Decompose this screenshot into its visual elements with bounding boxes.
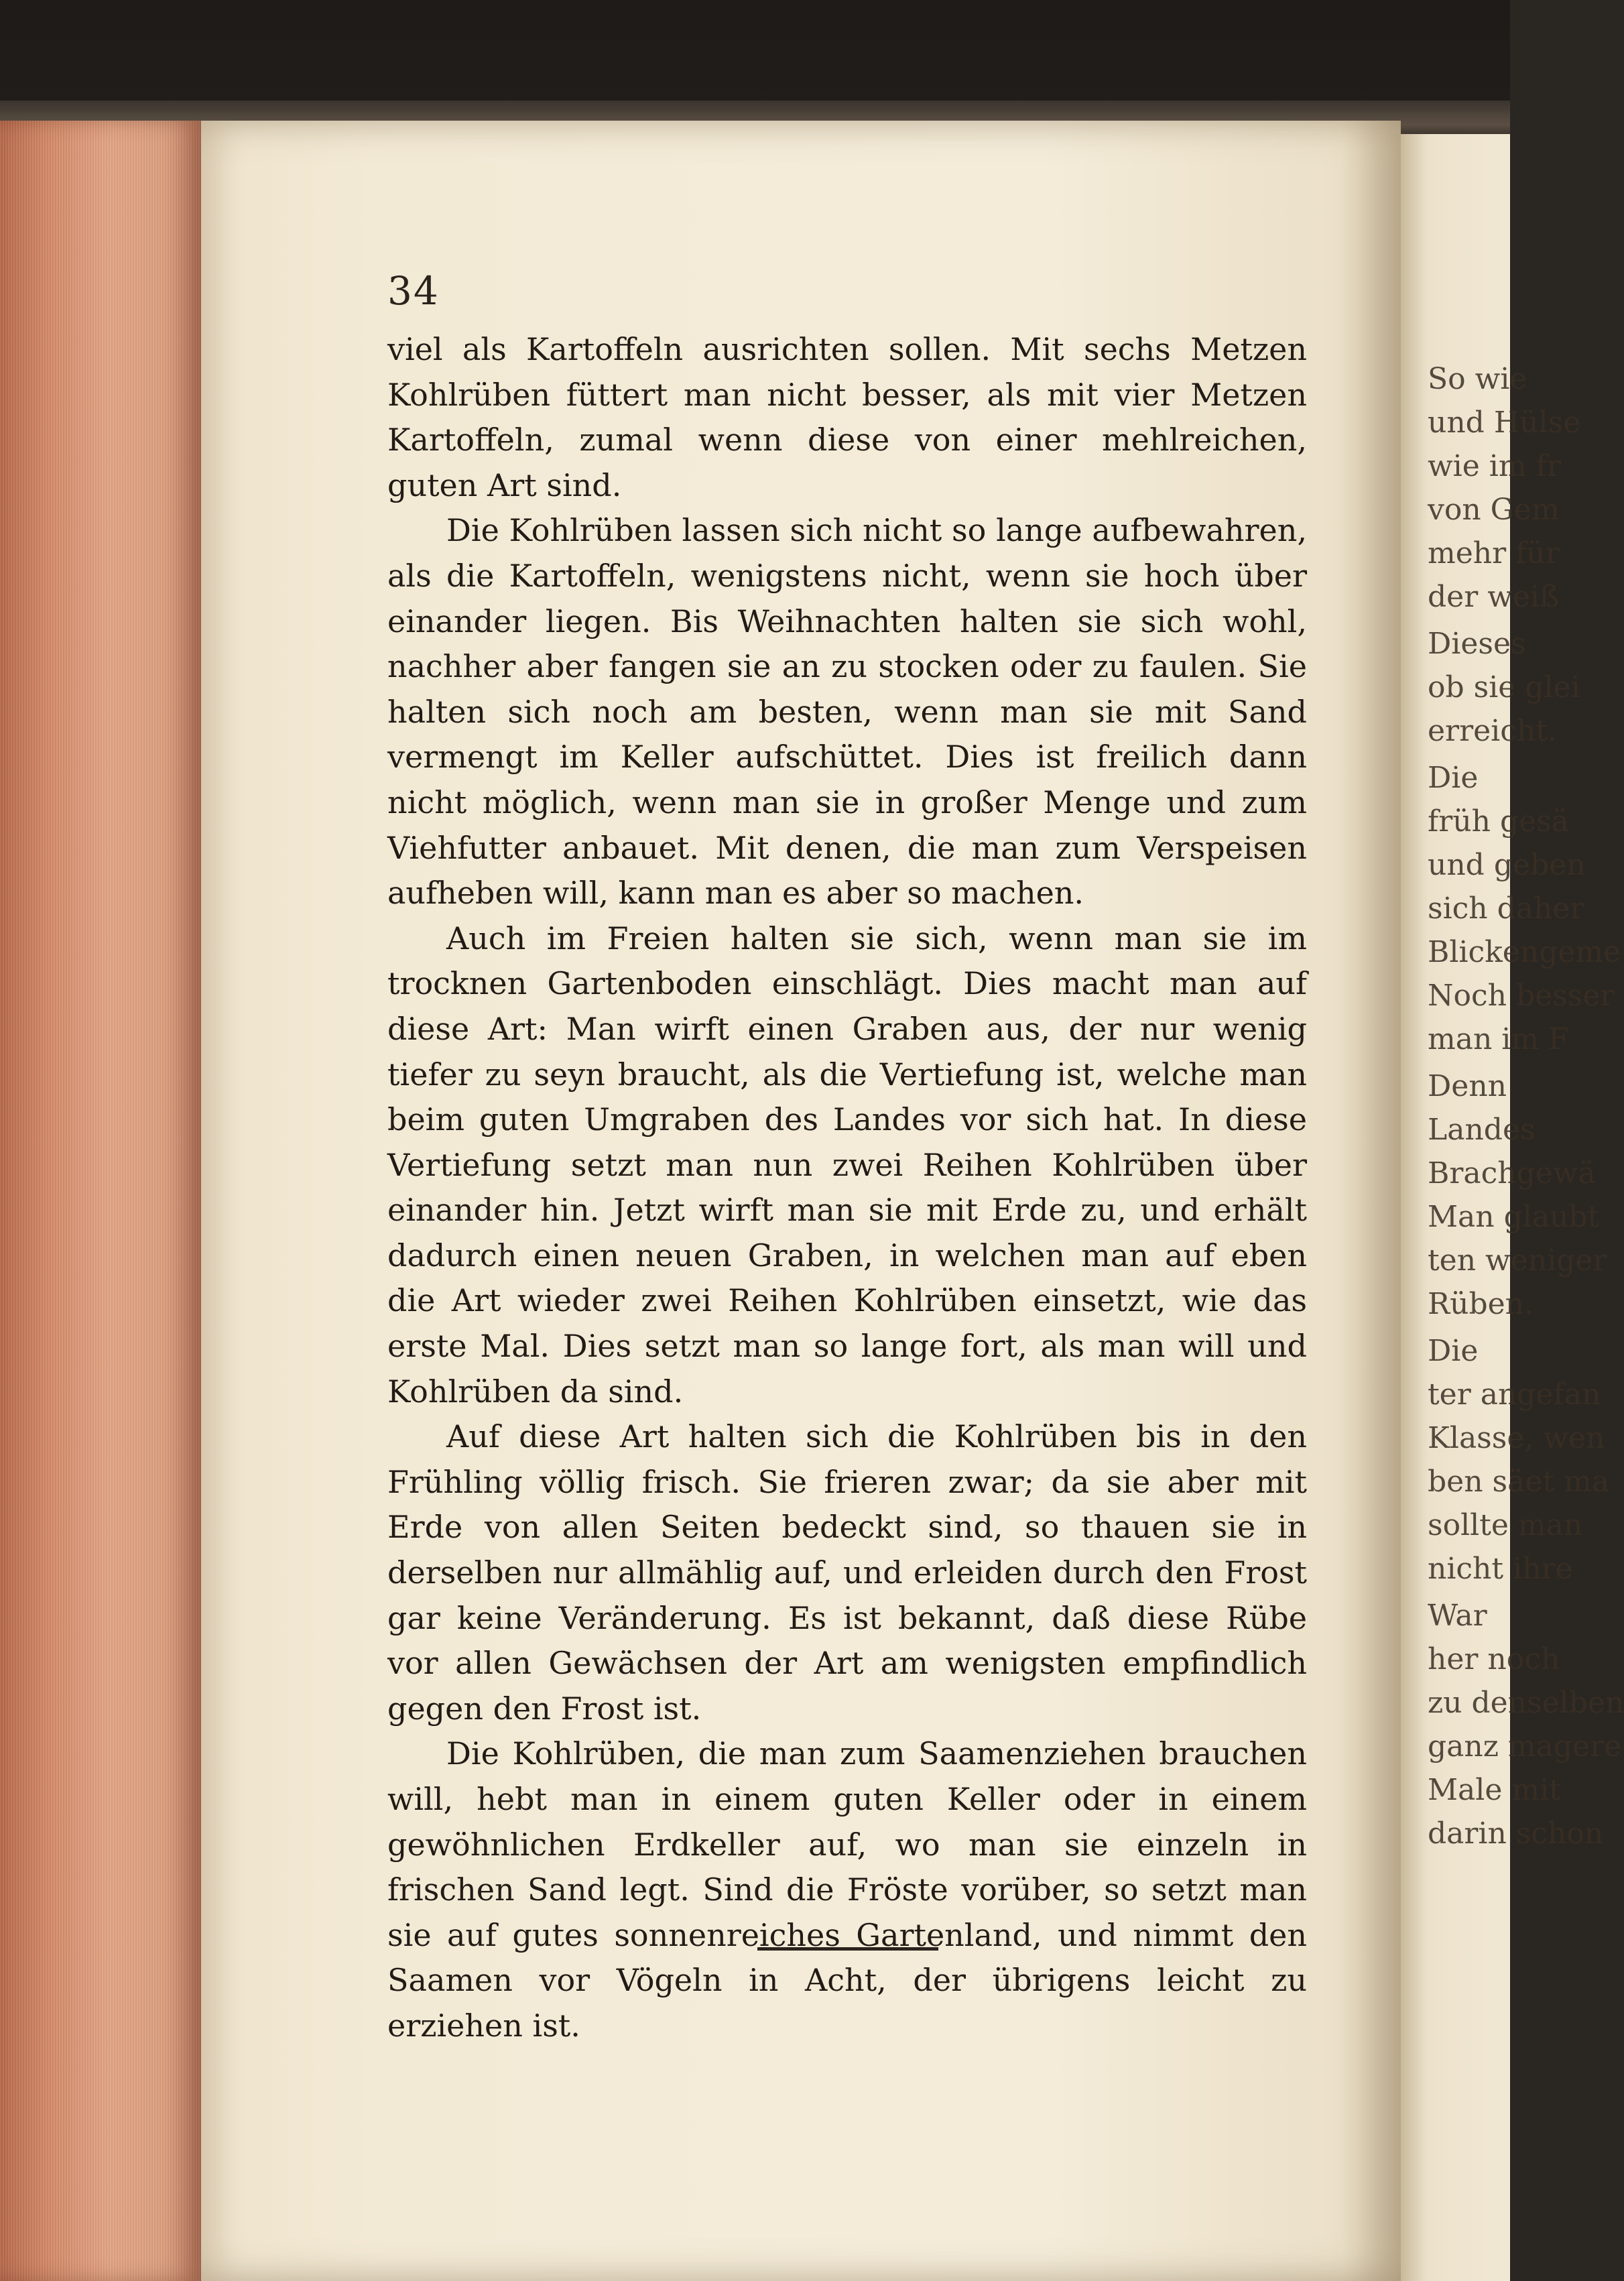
next-page-line: War (1428, 1599, 1487, 1633)
next-page-line: nicht ihre (1428, 1552, 1573, 1586)
next-page-line: Die (1428, 1334, 1479, 1368)
next-page-line: und geben (1428, 848, 1586, 882)
next-page-line: ter angefan (1428, 1377, 1601, 1412)
paragraph: Die Kohlrüben lassen sich nicht so lange aufbewahren, als die Kartoffeln, wenigstens nicht, wenn sie hoch über einander liegen. Bis Weihnachten halten sie sich wohl, nachher aber fangen sie an zu stocken oder zu faulen. Sie halten sich noch am besten, wenn man sie mit Sand vermengt im Keller aufschüttet. Dies ist freilich dann nicht möglich, wenn man sie in großer Menge und zum Viehfutter anbauet. Mit denen, die man zum Verspeisen aufheben will, kann man es aber so machen. (387, 512, 1307, 912)
next-page-line: So wie (1428, 362, 1527, 396)
next-page-line: mehr für (1428, 536, 1560, 570)
next-page-line: Blickengeme (1428, 935, 1621, 969)
body-text (387, 327, 1307, 2049)
next-page-line: und Hülse (1428, 406, 1581, 440)
next-page-line: Noch besser (1428, 979, 1615, 1013)
section-end-rule (757, 1947, 938, 1951)
next-page-line: Dieses (1428, 627, 1526, 661)
next-page-line: darin schon (1428, 1816, 1604, 1851)
next-page-line: Denn (1428, 1069, 1507, 1103)
next-page-line: früh gesä (1428, 804, 1569, 839)
next-page-line: ob sie glei (1428, 670, 1580, 704)
page-number: 34 (387, 268, 440, 314)
next-page-line: Male mit (1428, 1773, 1561, 1807)
next-page-line: her noch (1428, 1642, 1560, 1676)
next-page-line: Rüben. (1428, 1287, 1534, 1321)
next-page-line: Man glaubt (1428, 1200, 1600, 1234)
page-edges (0, 121, 205, 2281)
next-page-line: man im F (1428, 1022, 1569, 1056)
next-page-line: Landes (1428, 1113, 1536, 1147)
next-page-line: sollte man (1428, 1508, 1583, 1542)
next-page-line: ganz magere (1428, 1729, 1622, 1764)
paragraph: viel als Kartoffeln ausrichten sollen. Mit sechs Metzen Kohlrüben füttert man nicht besser, als mit vier Metzen Kartoffeln, zumal wenn diese von einer mehlreichen, guten Art sind. (387, 331, 1307, 503)
next-page-edge (1401, 134, 1624, 2281)
paragraph: Auf diese Art halten sich die Kohlrüben bis in den Frühling völlig frisch. Sie frieren zwar; da sie aber mit Erde von allen Seiten bedeckt sind, so thauen sie in derselben nur allmählig auf, und erleiden durch den Frost gar keine Veränderung. Es ist bekannt, daß diese Rübe vor allen Gewächsen der Art am wenigsten empfindlich gegen den Frost ist. (387, 1418, 1307, 1727)
next-page-line: Klasse, wen (1428, 1421, 1605, 1455)
next-page-line: zu denselben (1428, 1686, 1624, 1720)
next-page-line: von Gem (1428, 493, 1560, 527)
paragraph: Auch im Freien halten sie sich, wenn man sie im trocknen Gartenboden einschlägt. Dies macht man auf diese Art: Man wirft einen Graben aus, der nur wenig tiefer zu seyn braucht, als die Vertiefung ist, welche man beim guten Umgraben des Landes vor sich hat. In diese Vertiefung setzt man nun zwei Reihen Kohlrüben über einander hin. Jetzt wirft man sie mit Erde zu, und erhält dadurch einen neuen Graben, in welchen man auf eben die Art wieder zwei Reihen Kohlrüben einsetzt, wie das erste Mal. Dies setzt man so lange fort, als man will und Kohlrüben da sind. (387, 920, 1307, 1410)
next-page-line: ben säet ma (1428, 1465, 1610, 1499)
paragraph: Die Kohlrüben, die man zum Saamenziehen brauchen will, hebt man in einem guten Keller oder in einem gewöhnlichen Erdkeller auf, wo man sie einzeln in frischen Sand legt. Sind die Fröste vorüber, so setzt man sie auf gutes sonnenreiches Gartenland, und nimmt den Saamen vor Vögeln in Acht, der übrigens leicht zu erziehen ist. (387, 1735, 1307, 2044)
next-page-line: ten weniger (1428, 1243, 1607, 1278)
next-page-line: wie im fr (1428, 449, 1561, 483)
next-page-line: der weiß (1428, 580, 1560, 614)
next-page-line: Brachgewä (1428, 1156, 1596, 1190)
next-page-line: erreicht. (1428, 714, 1557, 748)
next-page-line: Die (1428, 761, 1479, 795)
next-page-line: sich daher (1428, 891, 1584, 926)
